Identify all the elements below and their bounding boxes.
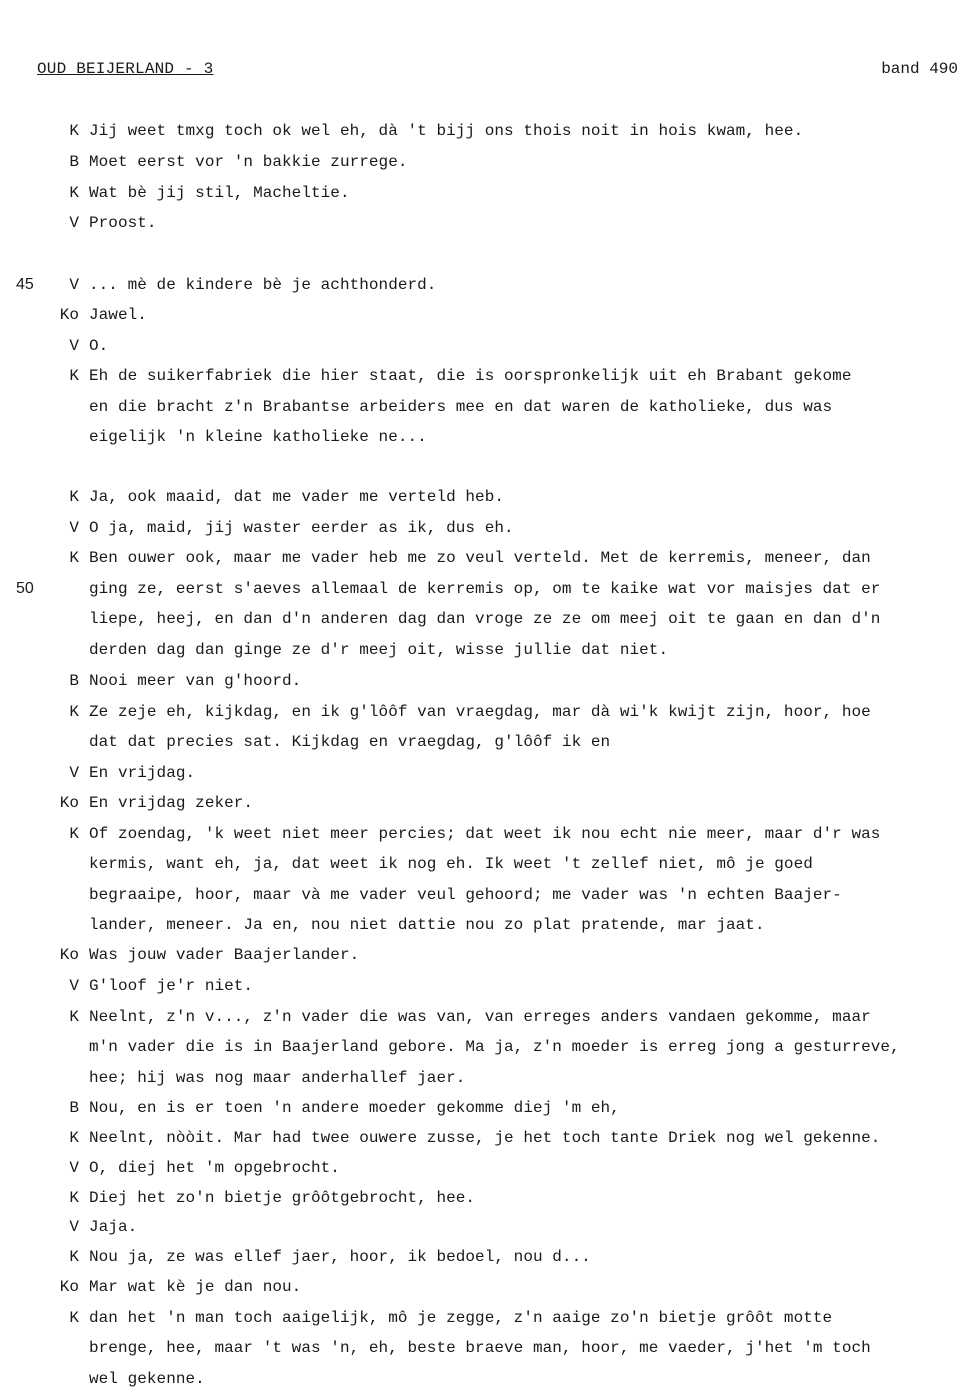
transcript-line	[0, 1159, 973, 1189]
utterance-text: O.	[89, 337, 109, 355]
speaker-label: V	[69, 1159, 79, 1177]
utterance-text: G'loof je'r niet.	[89, 977, 254, 995]
speaker-label: K	[69, 1189, 79, 1207]
transcript-line	[0, 1248, 973, 1278]
speaker-label: V	[69, 214, 79, 232]
utterance-text: Mar wat kè je dan nou.	[89, 1278, 302, 1296]
transcript-line	[0, 733, 973, 763]
speaker-label: K	[69, 1309, 79, 1327]
speaker-label: V	[69, 276, 79, 294]
transcript-line	[0, 549, 973, 579]
transcript-line	[0, 641, 973, 671]
utterance-text: kermis, want eh, ja, dat weet ik nog eh. Ik weet 't zellef niet, mô je goed	[89, 855, 813, 873]
utterance-text: Wat bè jij stil, Macheltie.	[89, 184, 350, 202]
speaker-label: B	[69, 153, 79, 171]
speaker-label: V	[69, 337, 79, 355]
utterance-text: Nooi meer van g'hoord.	[89, 672, 302, 690]
transcript-line	[0, 977, 973, 1007]
transcript-line	[0, 519, 973, 549]
transcript-line	[0, 337, 973, 367]
transcript-line	[0, 1008, 973, 1038]
line-number: 45	[16, 276, 34, 293]
transcript-line	[0, 1189, 973, 1219]
transcript-line	[0, 794, 973, 824]
transcript-line	[0, 1339, 973, 1369]
utterance-text: Ja, ook maaid, dat me vader me verteld heb.	[89, 488, 505, 506]
utterance-text: Ben ouwer ook, maar me vader heb me zo veul verteld. Met de kerremis, meneer, dan	[89, 549, 871, 567]
utterance-text: begraaipe, hoor, maar và me vader veul gehoord; me vader was 'n echten Baajer-	[89, 886, 842, 904]
utterance-text: En vrijdag.	[89, 764, 196, 782]
utterance-text: derden dag dan ginge ze d'r meej oit, wisse jullie dat niet.	[89, 641, 669, 659]
utterance-text: Jaja.	[89, 1218, 138, 1236]
speaker-label: V	[69, 1218, 79, 1236]
transcript-line	[0, 214, 973, 244]
utterance-text: dan het 'n man toch aaigelijk, mô je zegge, z'n aaige zo'n bietje grôôt motte	[89, 1309, 833, 1327]
document-title: OUD BEIJERLAND - 3	[37, 60, 214, 78]
utterance-text: Ze zeje eh, kijkdag, en ik g'lôôf van vraegdag, mar dà wi'k kwijt zijn, hoor, hoe	[89, 703, 871, 721]
band-label: band 490	[881, 60, 958, 78]
utterance-text: Jij weet tmxg toch ok wel eh, dà 't bijj ons thois noit in hois kwam, hee.	[89, 122, 804, 140]
utterance-text: Jawel.	[89, 306, 147, 324]
utterance-text: wel gekenne.	[89, 1370, 205, 1388]
transcript-line	[0, 1099, 973, 1129]
utterance-text: liepe, heej, en dan d'n anderen dag dan vroge ze ze om meej oit te gaan en dan d'n	[89, 610, 881, 628]
speaker-label: K	[69, 1008, 79, 1026]
utterance-text: Was jouw vader Baajerlander.	[89, 946, 360, 964]
transcript-line	[0, 1370, 973, 1400]
speaker-label: Ko	[59, 306, 79, 324]
transcript-line	[0, 276, 973, 306]
speaker-label: Ko	[59, 1278, 79, 1296]
transcript-line	[0, 1278, 973, 1308]
transcript-line	[0, 1038, 973, 1068]
speaker-label: V	[69, 977, 79, 995]
speaker-label: K	[69, 488, 79, 506]
utterance-text: Nou ja, ze was ellef jaer, hoor, ik bedoel, nou d...	[89, 1248, 591, 1266]
utterance-text: brenge, hee, maar 't was 'n, eh, beste braeve man, hoor, me vaeder, j'het 'm toch	[89, 1339, 871, 1357]
utterance-text: lander, meneer. Ja en, nou niet dattie nou zo plat pratende, mar jaat.	[89, 916, 765, 934]
utterance-text: En vrijdag zeker.	[89, 794, 254, 812]
utterance-text: O, diej het 'm opgebrocht.	[89, 1159, 340, 1177]
utterance-text: eigelijk 'n kleine katholieke ne...	[89, 428, 427, 446]
transcript-line	[0, 398, 973, 428]
speaker-label: Ko	[59, 794, 79, 812]
utterance-text: dat dat precies sat. Kijkdag en vraegdag, g'lôôf ik en	[89, 733, 611, 751]
transcript-line	[0, 306, 973, 336]
speaker-label: K	[69, 703, 79, 721]
speaker-label: K	[69, 122, 79, 140]
transcript-line	[0, 1309, 973, 1339]
utterance-text: Eh de suikerfabriek die hier staat, die is oorspronkelijk uit eh Brabant gekome	[89, 367, 852, 385]
transcript-line	[0, 153, 973, 183]
transcript-line	[0, 580, 973, 610]
speaker-label: K	[69, 825, 79, 843]
utterance-text: O ja, maid, jij waster eerder as ik, dus eh.	[89, 519, 514, 537]
utterance-text: Neelnt, z'n v..., z'n vader die was van, van erreges anders vandaen gekomme, maar	[89, 1008, 871, 1026]
transcript-line	[0, 122, 973, 152]
transcript-line	[0, 916, 973, 946]
transcript-line	[0, 1069, 973, 1099]
transcript-line	[0, 672, 973, 702]
speaker-label: K	[69, 367, 79, 385]
utterance-text: Neelnt, nòòit. Mar had twee ouwere zusse, je het toch tante Driek nog wel gekenne.	[89, 1129, 881, 1147]
utterance-text: en die bracht z'n Brabantse arbeiders mee en dat waren de katholieke, dus was	[89, 398, 833, 416]
speaker-label: K	[69, 1129, 79, 1147]
speaker-label: K	[69, 184, 79, 202]
utterance-text: ... mè de kindere bè je achthonderd.	[89, 276, 437, 294]
utterance-text: Of zoendag, 'k weet niet meer percies; dat weet ik nou echt nie meer, maar d'r was	[89, 825, 881, 843]
transcript-line	[0, 367, 973, 397]
transcript-line	[0, 1218, 973, 1248]
utterance-text: Proost.	[89, 214, 157, 232]
transcript-line	[0, 1129, 973, 1159]
utterance-text: Nou, en is er toen 'n andere moeder gekomme diej 'm eh,	[89, 1099, 620, 1117]
utterance-text: m'n vader die is in Baajerland gebore. Ma ja, z'n moeder is erreg jong a gesturreve,	[89, 1038, 900, 1056]
utterance-text: hee; hij was nog maar anderhallef jaer.	[89, 1069, 466, 1087]
transcript-line	[0, 703, 973, 733]
transcript-line	[0, 428, 973, 458]
utterance-text: ging ze, eerst s'aeves allemaal de kerremis op, om te kaike wat vor maisjes dat er	[89, 580, 881, 598]
speaker-label: V	[69, 519, 79, 537]
transcript-line	[0, 946, 973, 976]
line-number: 50	[16, 580, 34, 597]
transcript-line	[0, 764, 973, 794]
speaker-label: B	[69, 672, 79, 690]
transcript-line	[0, 855, 973, 885]
utterance-text: Diej het zo'n bietje grôôtgebrocht, hee.	[89, 1189, 476, 1207]
transcript-line	[0, 825, 973, 855]
speaker-label: B	[69, 1099, 79, 1117]
transcript-line	[0, 886, 973, 916]
transcript-line	[0, 610, 973, 640]
utterance-text: Moet eerst vor 'n bakkie zurrege.	[89, 153, 408, 171]
speaker-label: K	[69, 549, 79, 567]
transcript-line	[0, 184, 973, 214]
transcript-line	[0, 488, 973, 518]
speaker-label: Ko	[59, 946, 79, 964]
speaker-label: K	[69, 1248, 79, 1266]
speaker-label: V	[69, 764, 79, 782]
